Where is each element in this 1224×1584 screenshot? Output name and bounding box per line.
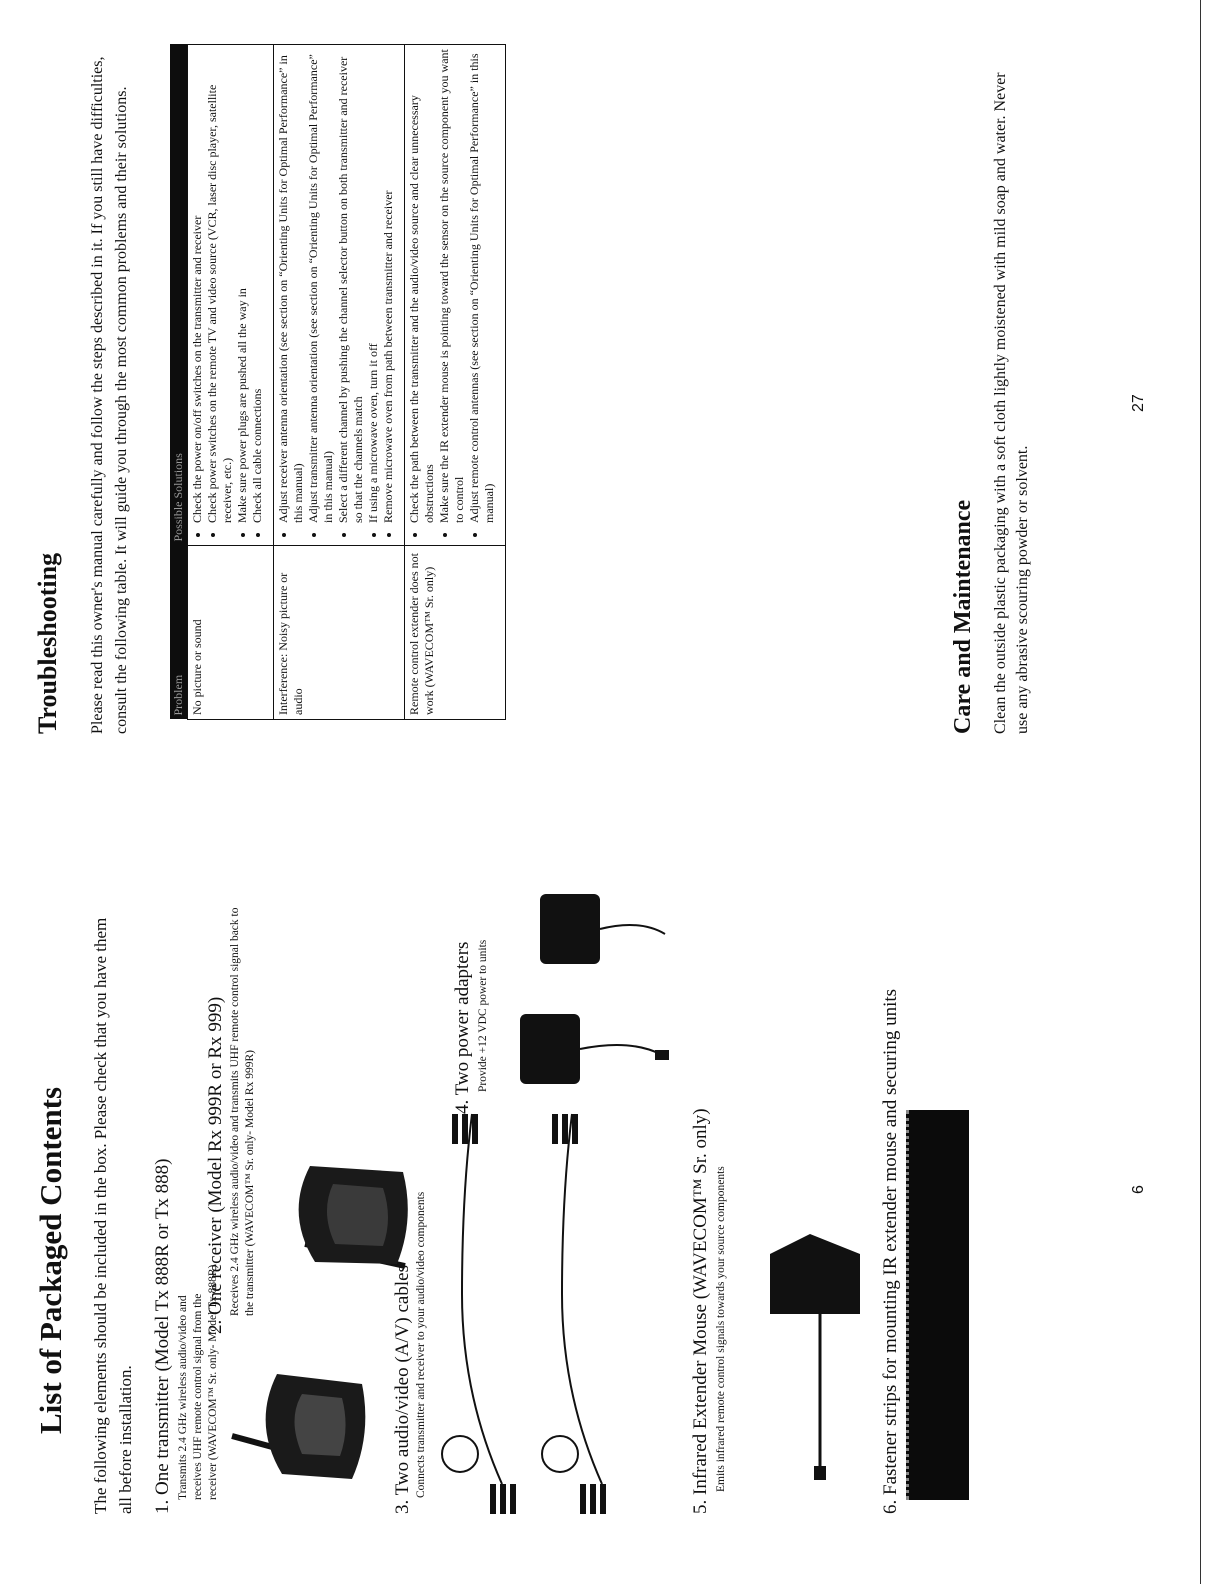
item-4-title: 4. Two power adapters bbox=[452, 941, 473, 1114]
item-2-title: 2. One receiver (Model Rx 999R or Rx 999) bbox=[205, 996, 226, 1334]
item-3-desc: Connects transmitter and receiver to your audio/video components bbox=[415, 1191, 427, 1498]
item-2-desc: Receives 2.4 GHz wireless audio/video and transmits UHF remote control signal back to the transmitter (WAVECOM™ Sr. only- Model Rx 999R) bbox=[229, 907, 256, 1316]
packaged-contents-page bbox=[0, 792, 1224, 1584]
item-1-desc: Transmits 2.4 GHz wireless audio/video and receives UHF remote control signal from the receiver (WAVECOM™ Sr. only- Model Tx 888R) bbox=[177, 1264, 219, 1500]
page-number: 6 bbox=[1130, 1185, 1147, 1194]
table-header-row bbox=[170, 45, 188, 720]
problem-cell: Remote control extender does not work (WAVECOM™ Sr. only) bbox=[405, 546, 506, 720]
page-title: Troubleshooting bbox=[33, 552, 62, 734]
solutions-cell bbox=[405, 45, 506, 546]
solution-item: • Adjust remote control antennas (see section on “Orienting Units for Optimal Performance” in this manual) bbox=[467, 49, 497, 523]
problem-cell: Interference: Noisy picture or audio bbox=[274, 546, 405, 720]
ir-extender-mouse-image bbox=[730, 1224, 870, 1484]
item-4-desc: Provide +12 VDC power to units bbox=[477, 939, 489, 1092]
table-row bbox=[188, 45, 274, 720]
troubleshooting-table bbox=[170, 44, 506, 720]
solution-item: • Check all cable connections bbox=[250, 49, 265, 523]
table-row bbox=[274, 45, 405, 720]
item-5-desc: Emits infrared remote control signals towards your source components bbox=[715, 1166, 727, 1492]
item-5-title: 5. Infrared Extender Mouse (WAVECOM™ Sr. only) bbox=[690, 1108, 711, 1514]
solution-item: • Check the path between the transmitter and the audio/video source and clear unnecessary obstructions bbox=[407, 49, 437, 523]
solution-item: • Adjust receiver antenna orientation (see section on “Orienting Units for Optimal Performance” in this manual) bbox=[276, 49, 306, 523]
solution-item: • If using a microwave oven, turn it off bbox=[366, 49, 381, 523]
intro-paragraph: The following elements should be included in the box. Please check that you have them all before installation. bbox=[91, 917, 135, 1514]
transmitter-image bbox=[222, 1354, 372, 1494]
page-title: List of Packaged Contents bbox=[33, 1086, 68, 1434]
bottom-rule bbox=[1200, 0, 1201, 1584]
solution-item: • Make sure power plugs are pushed all the way in bbox=[235, 49, 250, 523]
problem-cell: No picture or sound bbox=[188, 546, 274, 720]
intro-paragraph: Please read this owner's manual carefully and follow the steps described in it. If you still have difficulties, consult the following table. It will guide you through the most common problems and their solutions. bbox=[89, 56, 130, 734]
item-3-title: 3. Two audio/video (A/V) cables bbox=[392, 1265, 413, 1514]
page-number: 27 bbox=[1130, 394, 1147, 412]
solution-item: • Select a different channel by pushing the channel selector button on both transmitter and receiver so that the channels match bbox=[336, 49, 366, 523]
care-paragraph: Clean the outside plastic packaging with a soft cloth lightly moistened with mild soap and water. Never use any abrasive scouring powder or solvent. bbox=[992, 72, 1031, 734]
fastener-strips-image bbox=[906, 1110, 969, 1500]
item-1-title: 1. One transmitter (Model Tx 888R or Tx 888) bbox=[152, 1158, 173, 1514]
header-problem: Problem bbox=[170, 546, 188, 720]
solutions-cell bbox=[274, 45, 405, 546]
care-heading: Care and Maintenance bbox=[950, 499, 976, 734]
table-row bbox=[405, 45, 506, 720]
header-solutions: Possible Solutions bbox=[170, 45, 188, 546]
solutions-cell bbox=[188, 45, 274, 546]
solution-item: • Make sure the IR extender mouse is pointing toward the sensor on the source component you want to control bbox=[437, 49, 467, 523]
solution-item: • Adjust transmitter antenna orientation (see section on “Orienting Units for Optimal Performance” in this manual) bbox=[306, 49, 336, 523]
solution-item: • Check the power on/off switches on the transmitter and receiver bbox=[190, 49, 205, 523]
solution-item: • Remove microwave oven from path between transmitter and receiver bbox=[381, 49, 396, 523]
item-6-title: 6. Fastener strips for mounting IR extender mouse and securing units bbox=[880, 988, 901, 1514]
av-cables-image bbox=[432, 1094, 612, 1514]
power-adapters-image bbox=[500, 854, 670, 1094]
solution-item: • Check power switches on the remote TV and video source (VCR, laser disc player, satellite receiver, etc.) bbox=[205, 49, 235, 523]
